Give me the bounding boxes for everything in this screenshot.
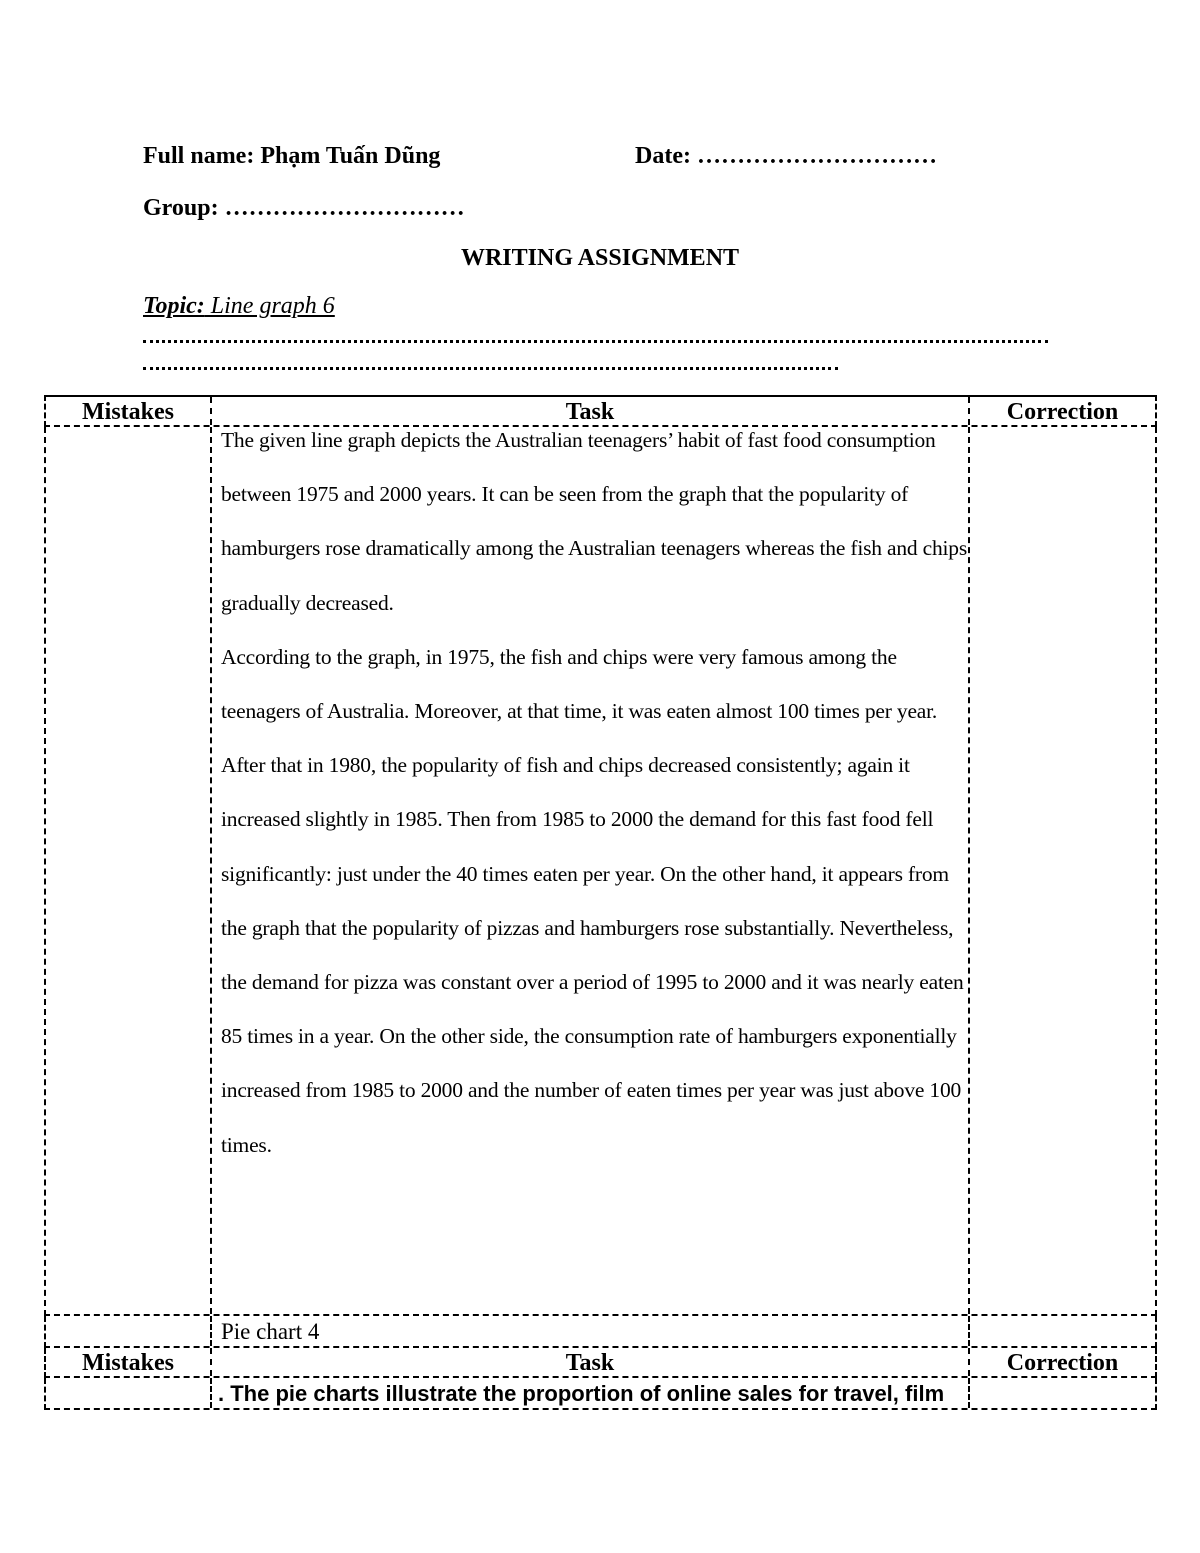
dotted-line [143, 340, 1048, 343]
group-field: Group: ………………………… [143, 195, 465, 221]
header-correction: Correction [1006, 399, 1119, 425]
correction-cell [970, 427, 1155, 1314]
mistakes-cell [46, 1378, 212, 1408]
header-task: Task [212, 1348, 970, 1376]
topic-label: Topic: [143, 293, 205, 319]
header-mistakes: Mistakes [46, 1348, 212, 1376]
section-title-row [44, 1316, 1157, 1348]
topic-line [143, 293, 335, 320]
task-cell [212, 427, 970, 1314]
header-task: Task [212, 397, 970, 425]
table-row [44, 1378, 1157, 1410]
date-field: Date: ………………………… [635, 143, 937, 169]
mistakes-cell [46, 427, 212, 1314]
header-mistakes: Mistakes [46, 397, 212, 425]
task-paragraph-intro: The given line graph depicts the Australian teenagers’ habit of fast food consumption between 1975 and 2000 years. It can be seen from the graph that the popularity of hamburgers rose dramatically among the Australian teenagers whereas the fish and chips gradually decreased. [221, 428, 967, 615]
task-cell: . The pie charts illustrate the proportion of online sales for travel, film [212, 1378, 970, 1408]
header-correction: Correction [1006, 1350, 1119, 1376]
topic-value: Line graph 6 [204, 293, 335, 319]
task-paragraph-body: According to the graph, in 1975, the fish and chips were very famous among the teenagers of Australia. Moreover, at that time, it was eaten almost 100 times per year. After that in 1980, the popularity of fish and chips decreased consistently; again it increased slightly in 1985. Then from 1985 to 2000 the demand for this fast food fell significantly: just under the 40 times eaten per year. On the other hand, it appears from the graph that the popularity of pizzas and hamburgers rose substantially. Nevertheless, the demand for pizza was constant over a period of 1995 to 2000 and it was nearly eaten 85 times in a year. On the other side, the consumption rate of hamburgers exponentially increased from 1985 to 2000 and the number of eaten times per year was just above 100 times. [221, 644, 964, 1157]
page-title: WRITING ASSIGNMENT [460, 245, 740, 271]
full-name-field: Full name: Phạm Tuấn Dũng [143, 143, 441, 169]
section-title: Pie chart 4 [212, 1316, 970, 1346]
table-row [44, 427, 1157, 1316]
correction-cell [970, 1378, 1155, 1408]
dotted-line [143, 367, 838, 370]
table-header-row [44, 1348, 1157, 1378]
